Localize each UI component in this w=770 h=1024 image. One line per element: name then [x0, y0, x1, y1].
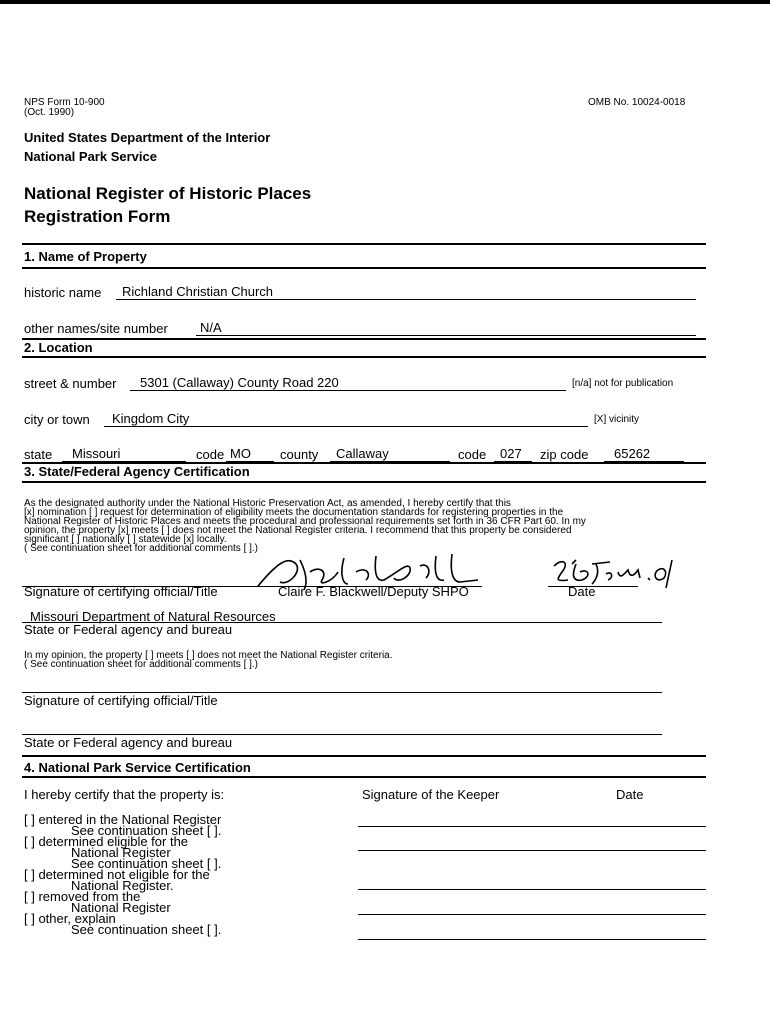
- not-for-publication[interactable]: [n/a] not for publication: [572, 378, 674, 389]
- keeper-label: Signature of the Keeper: [362, 787, 500, 802]
- keeper-signature-line[interactable]: [358, 939, 706, 940]
- section-4-heading: 4. National Park Service Certification: [24, 760, 251, 775]
- state-value[interactable]: Missouri: [72, 446, 121, 461]
- code-label: code: [196, 447, 225, 462]
- cert-line: opinion, the property [x] meets [ ] does not meet the National Register criteria. I recommend that this property be considered: [24, 525, 572, 536]
- county-code-label: code: [458, 447, 487, 462]
- form-title-1: National Register of Historic Places: [24, 184, 312, 203]
- zip-value[interactable]: 65262: [614, 446, 651, 461]
- service: National Park Service: [24, 149, 157, 164]
- opinion-line-1: In my opinion, the property [ ] meets [ ] does not meet the National Register criteria.: [24, 650, 393, 661]
- agency-label-2: State or Federal agency and bureau: [24, 735, 233, 750]
- cert-line: [x] nomination [ ] request for determination of eligibility meets the documentation standards for registering properties in the: [24, 507, 564, 518]
- section-3-heading: 3. State/Federal Agency Certification: [24, 464, 250, 479]
- keeper-signature-line[interactable]: [358, 850, 706, 851]
- continuation-note: See continuation sheet [ ].: [71, 856, 222, 871]
- county-code-value[interactable]: 027: [500, 446, 522, 461]
- field-line: [116, 299, 696, 300]
- certifying-official-name: Claire F. Blackwell/Deputy SHPO: [278, 584, 469, 599]
- certify-text: I hereby certify that the property is:: [24, 787, 225, 802]
- historic-name-value[interactable]: Richland Christian Church: [122, 284, 274, 299]
- option-text: National Register: [71, 900, 171, 915]
- field-line: [130, 390, 566, 391]
- keeper-signature-line[interactable]: [358, 889, 706, 890]
- divider: [22, 755, 706, 757]
- historic-name-label: historic name: [24, 285, 102, 300]
- continuation-note: See continuation sheet [ ].: [71, 922, 222, 937]
- status-options: [24, 814, 221, 935]
- date-label-2: Date: [616, 787, 644, 802]
- form-date: (Oct. 1990): [24, 107, 75, 118]
- keeper-signature-line[interactable]: [358, 826, 706, 827]
- option-text: National Register.: [71, 878, 174, 893]
- signature-label-2: Signature of certifying official/Title: [24, 693, 218, 708]
- option-eligible[interactable]: [ ] determined eligible for the: [24, 834, 189, 849]
- other-names-value[interactable]: N/A: [200, 320, 222, 335]
- option-entered[interactable]: [ ] entered in the National Register: [24, 812, 222, 827]
- opinion-line-2: ( See continuation sheet for additional comments [ ].): [24, 659, 259, 670]
- city-label: city or town: [24, 412, 90, 427]
- section-1-heading: 1. Name of Property: [24, 249, 147, 264]
- cert-line: ( See continuation sheet for additional comments [ ].): [24, 543, 259, 554]
- department: United States Department of the Interior: [24, 130, 271, 145]
- divider: [22, 338, 706, 340]
- street-label: street & number: [24, 376, 117, 391]
- divider: [22, 481, 706, 483]
- form-number: NPS Form 10-900: [24, 97, 105, 108]
- signature-label: Signature of certifying official/Title: [24, 584, 218, 599]
- cert-line: As the designated authority under the National Historic Preservation Act, as amended, I hereby certify that this: [24, 498, 511, 509]
- divider: [22, 356, 706, 358]
- other-names-label: other names/site number: [24, 321, 168, 336]
- county-value[interactable]: Callaway: [336, 446, 389, 461]
- zip-label: zip code: [540, 447, 589, 462]
- date-label: Date: [568, 584, 596, 599]
- option-text: National Register: [71, 845, 171, 860]
- form-title-2: Registration Form: [24, 207, 171, 226]
- divider: [22, 243, 706, 245]
- top-border: [0, 0, 770, 4]
- omb-number: OMB No. 10024-0018: [588, 97, 686, 108]
- county-label: county: [280, 447, 319, 462]
- section-2-heading: 2. Location: [24, 340, 93, 355]
- keeper-signature-line[interactable]: [358, 914, 706, 915]
- street-value[interactable]: 5301 (Callaway) County Road 220: [140, 375, 339, 390]
- option-other[interactable]: [ ] other, explain: [24, 911, 116, 926]
- field-line: [196, 335, 696, 336]
- code-value[interactable]: MO: [230, 446, 251, 461]
- field-line: [104, 426, 588, 427]
- cert-line: National Register of Historic Places and meets the procedural and professional requirements set forth in 36 CFR Part 60. In my: [24, 516, 586, 527]
- state-label: state: [24, 447, 53, 462]
- option-not-eligible[interactable]: [ ] determined not eligible for the: [24, 867, 210, 882]
- divider: [22, 776, 706, 778]
- cert-line: significant [ ] nationally [ ] statewide [x] locally.: [24, 534, 227, 545]
- divider: [22, 267, 706, 269]
- option-removed[interactable]: [ ] removed from the: [24, 889, 141, 904]
- city-value[interactable]: Kingdom City: [112, 411, 190, 426]
- agency-label: State or Federal agency and bureau: [24, 622, 233, 637]
- vicinity[interactable]: [X] vicinity: [594, 414, 640, 425]
- agency-value[interactable]: Missouri Department of Natural Resources: [30, 609, 276, 624]
- continuation-note: See continuation sheet [ ].: [71, 823, 222, 838]
